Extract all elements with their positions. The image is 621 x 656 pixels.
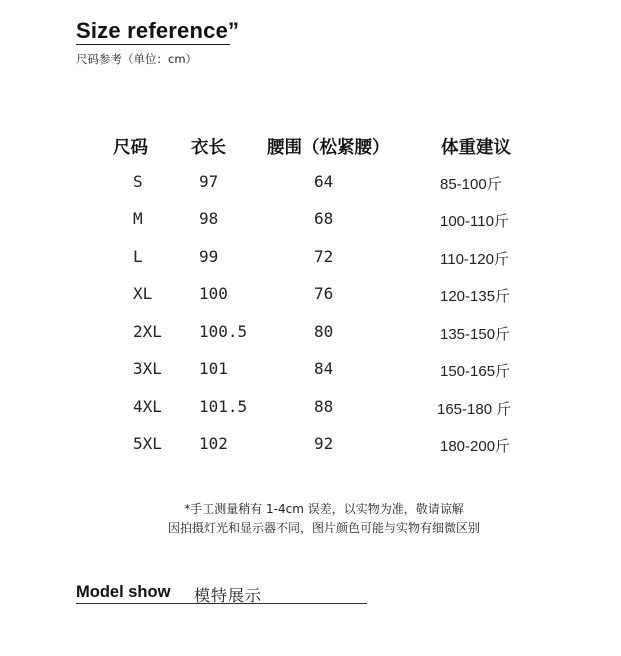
cell-length: 99 xyxy=(199,247,219,266)
page-title: Size reference” xyxy=(76,18,240,43)
cell-size: 3XL xyxy=(133,359,162,378)
cell-weight: 150-165斤 xyxy=(440,363,511,380)
cell-weight: 180-200斤 xyxy=(440,438,511,455)
cell-weight: 100-110斤 xyxy=(440,213,509,230)
cell-waist: 76 xyxy=(314,284,334,303)
disclaimer-notes xyxy=(0,500,621,538)
cell-waist: 84 xyxy=(314,359,334,378)
column-header-size: 尺码 xyxy=(113,138,148,158)
cell-waist: 68 xyxy=(314,209,334,228)
cell-size: 4XL xyxy=(133,397,162,416)
cell-waist: 64 xyxy=(314,172,334,191)
cell-length: 102 xyxy=(199,434,228,453)
column-header-length: 衣长 xyxy=(191,138,226,158)
model-show-underline xyxy=(76,603,367,604)
unit-subtitle: 尺码参考（单位：cm） xyxy=(76,52,198,66)
cell-weight: 135-150斤 xyxy=(440,326,511,343)
cell-length: 101 xyxy=(199,359,228,378)
column-header-waist: 腰围（松紧腰） xyxy=(267,138,390,158)
cell-weight: 165-180 斤 xyxy=(437,401,512,418)
cell-size: L xyxy=(133,247,143,266)
note-color: 因拍摄灯光和显示器不同，图片颜色可能与实物有细微区别 xyxy=(167,521,480,535)
cell-weight: 120-135斤 xyxy=(440,288,511,305)
cell-weight: 110-120斤 xyxy=(440,251,509,268)
model-show-heading: Model show xyxy=(76,583,171,601)
note-measurement: *手工测量稍有 1-4cm 误差，以实物为准，敬请谅解 xyxy=(184,502,464,516)
cell-size: M xyxy=(133,209,143,228)
cell-size: S xyxy=(133,172,143,191)
cell-length: 100 xyxy=(199,284,228,303)
model-show-heading-cn: 模特展示 xyxy=(194,586,263,605)
cell-length: 98 xyxy=(199,209,219,228)
cell-waist: 80 xyxy=(314,322,334,341)
cell-length: 100.5 xyxy=(199,322,248,341)
cell-waist: 88 xyxy=(314,397,334,416)
cell-waist: 92 xyxy=(314,434,334,453)
cell-length: 101.5 xyxy=(199,397,248,416)
cell-size: 2XL xyxy=(133,322,162,341)
cell-length: 97 xyxy=(199,172,219,191)
cell-weight: 85-100斤 xyxy=(440,176,502,193)
cell-size: 5XL xyxy=(133,434,162,453)
cell-waist: 72 xyxy=(314,247,334,266)
cell-size: XL xyxy=(133,284,153,303)
column-header-weight: 体重建议 xyxy=(441,138,511,158)
